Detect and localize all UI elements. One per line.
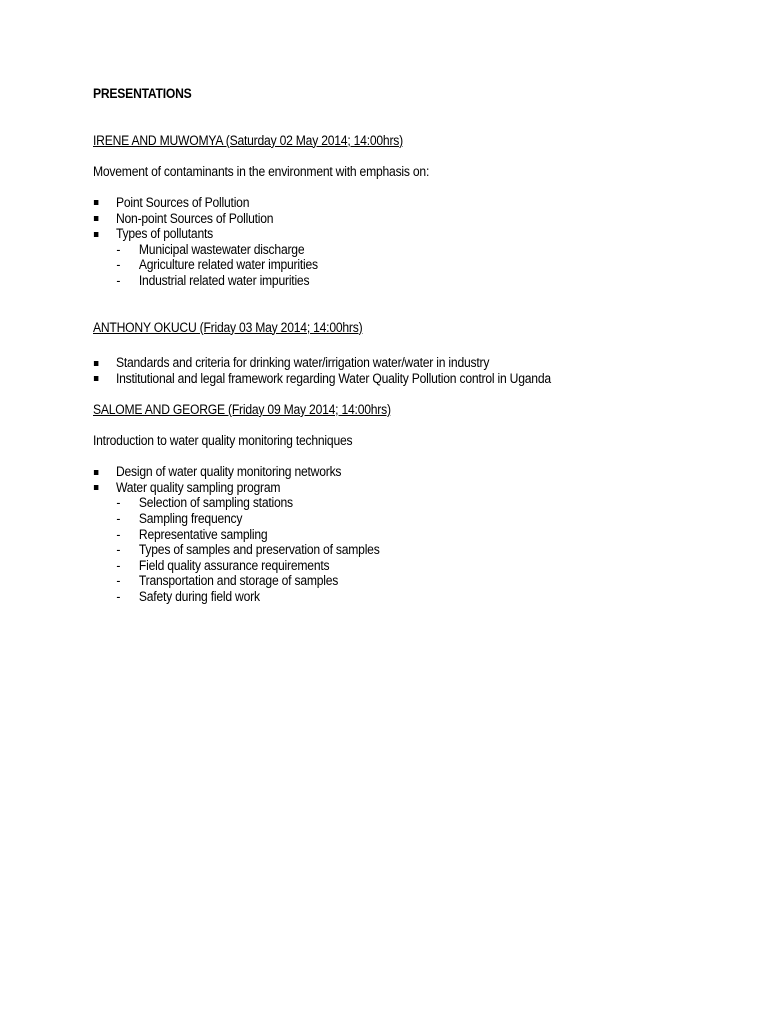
section-salome-george — [93, 402, 733, 605]
list-item: Point Sources of Pollution — [93, 195, 733, 211]
bullet-list — [93, 355, 733, 386]
presenter-heading: ANTHONY OKUCU (Friday 03 May 2014; 14:00hrs) — [93, 319, 363, 335]
section-irene-muwomya — [93, 133, 733, 289]
sub-list-item: - Municipal wastewater discharge — [93, 242, 733, 258]
page-heading: PRESENTATIONS — [93, 86, 192, 101]
section-intro: Movement of contaminants in the environment with emphasis on: — [93, 163, 430, 179]
sub-list-item: - Selection of sampling stations — [93, 495, 733, 511]
bullet-list — [93, 195, 733, 242]
list-item: Standards and criteria for drinking water/irrigation water/water in industry — [93, 355, 733, 371]
list-item: Institutional and legal framework regarding Water Quality Pollution control in Uganda — [93, 371, 733, 387]
sub-list-item: - Agriculture related water impurities — [93, 257, 733, 273]
sub-list-item: - Representative sampling — [93, 527, 733, 543]
bullet-list — [93, 464, 733, 495]
section-anthony-okucu — [93, 320, 733, 387]
document-page — [93, 86, 733, 605]
section-intro: Introduction to water quality monitoring techniques — [93, 433, 353, 449]
list-item: Types of pollutants — [93, 226, 733, 242]
presenter-heading: SALOME AND GEORGE (Friday 09 May 2014; 14:00hrs) — [93, 401, 391, 417]
sub-list-item: - Sampling frequency — [93, 511, 733, 527]
presenter-heading: IRENE AND MUWOMYA (Saturday 02 May 2014; 14:00hrs) — [93, 132, 403, 148]
sub-list-item: - Field quality assurance requirements — [93, 558, 733, 574]
sub-list-item: - Transportation and storage of samples — [93, 573, 733, 589]
list-item: Design of water quality monitoring networks — [93, 464, 733, 480]
sub-list-item: - Industrial related water impurities — [93, 273, 733, 289]
sub-list-item: - Types of samples and preservation of samples — [93, 542, 733, 558]
sub-item-list — [93, 495, 733, 604]
sub-item-list — [93, 242, 733, 289]
list-item: Non-point Sources of Pollution — [93, 211, 733, 227]
sub-list-item: - Safety during field work — [93, 589, 733, 605]
list-item: Water quality sampling program — [93, 480, 733, 496]
